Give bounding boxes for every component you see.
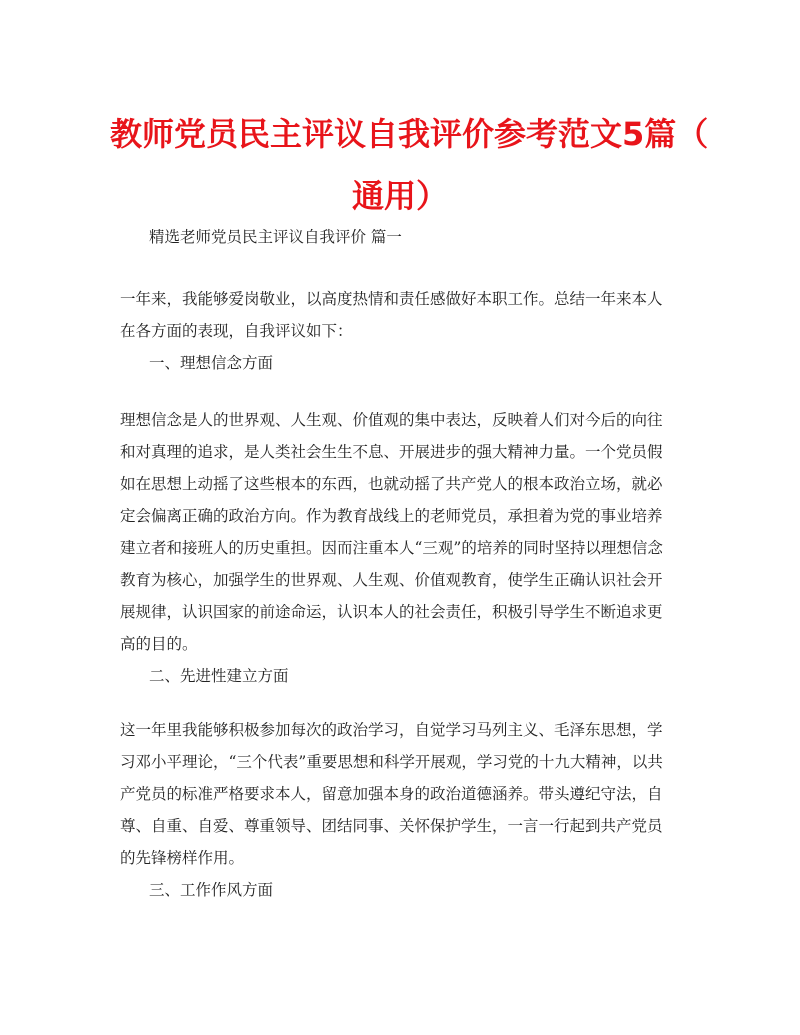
paragraph-3-line: 的先锋榜样作用。	[120, 849, 245, 867]
paragraph-2-line: 高的目的。	[120, 635, 198, 653]
paragraph-3-line: 习邓小平理论，“三个代表”重要思想和科学开展观，学习党的十九大精神，以共	[120, 753, 663, 771]
paragraph-1-line: 一年来，我能够爱岗敬业，以高度热情和责任感做好本职工作。总结一年来本人	[120, 290, 663, 308]
paragraph-2-line: 教育为核心，加强学生的世界观、人生观、价值观教育，使学生正确认识社会开	[120, 571, 663, 589]
paragraph-2-line: 建立者和接班人的历史重担。因而注重本人“三观”的培养的同时坚持以理想信念	[120, 539, 663, 557]
paragraph-2-line: 和对真理的追求，是人类社会生生不息、开展进步的强大精神力量。一个党员假	[120, 443, 663, 461]
document-title-line-1: 教师党员民主评议自我评价参考范文5篇（	[110, 115, 709, 153]
paragraph-2-line: 展规律，认识国家的前途命运，认识本人的社会责任，积极引导学生不断追求更	[120, 603, 663, 621]
section-heading-advancement: 二、先进性建立方面	[149, 667, 289, 685]
paragraph-1-line: 在各方面的表现，自我评议如下：	[120, 322, 353, 340]
document-title-line-2: 通用）	[351, 177, 448, 215]
paragraph-3-line: 这一年里我能够积极参加每次的政治学习，自觉学习马列主义、毛泽东思想，学	[120, 721, 663, 739]
section-heading-work-style: 三、工作作风方面	[149, 881, 274, 899]
paragraph-2-line: 如在思想上动摇了这些根本的东西，也就动摇了共产党人的根本政治立场，就必	[120, 475, 663, 493]
paragraph-2-line: 定会偏离正确的政治方向。作为教育战线上的老师党员，承担着为党的事业培养	[120, 507, 663, 525]
paragraph-3-line: 产党员的标准严格要求本人，留意加强本身的政治道德涵养。带头遵纪守法，自	[120, 785, 663, 803]
paragraph-3-line: 尊、自重、自爱、尊重领导、团结同事、关怀保护学生，一言一行起到共产党员	[120, 817, 663, 835]
section-heading-ideals: 一、理想信念方面	[149, 354, 274, 372]
paragraph-2-line: 理想信念是人的世界观、人生观、价值观的集中表达，反映着人们对今后的向往	[120, 411, 663, 429]
document-subtitle: 精选老师党员民主评议自我评价 篇一	[149, 228, 402, 246]
